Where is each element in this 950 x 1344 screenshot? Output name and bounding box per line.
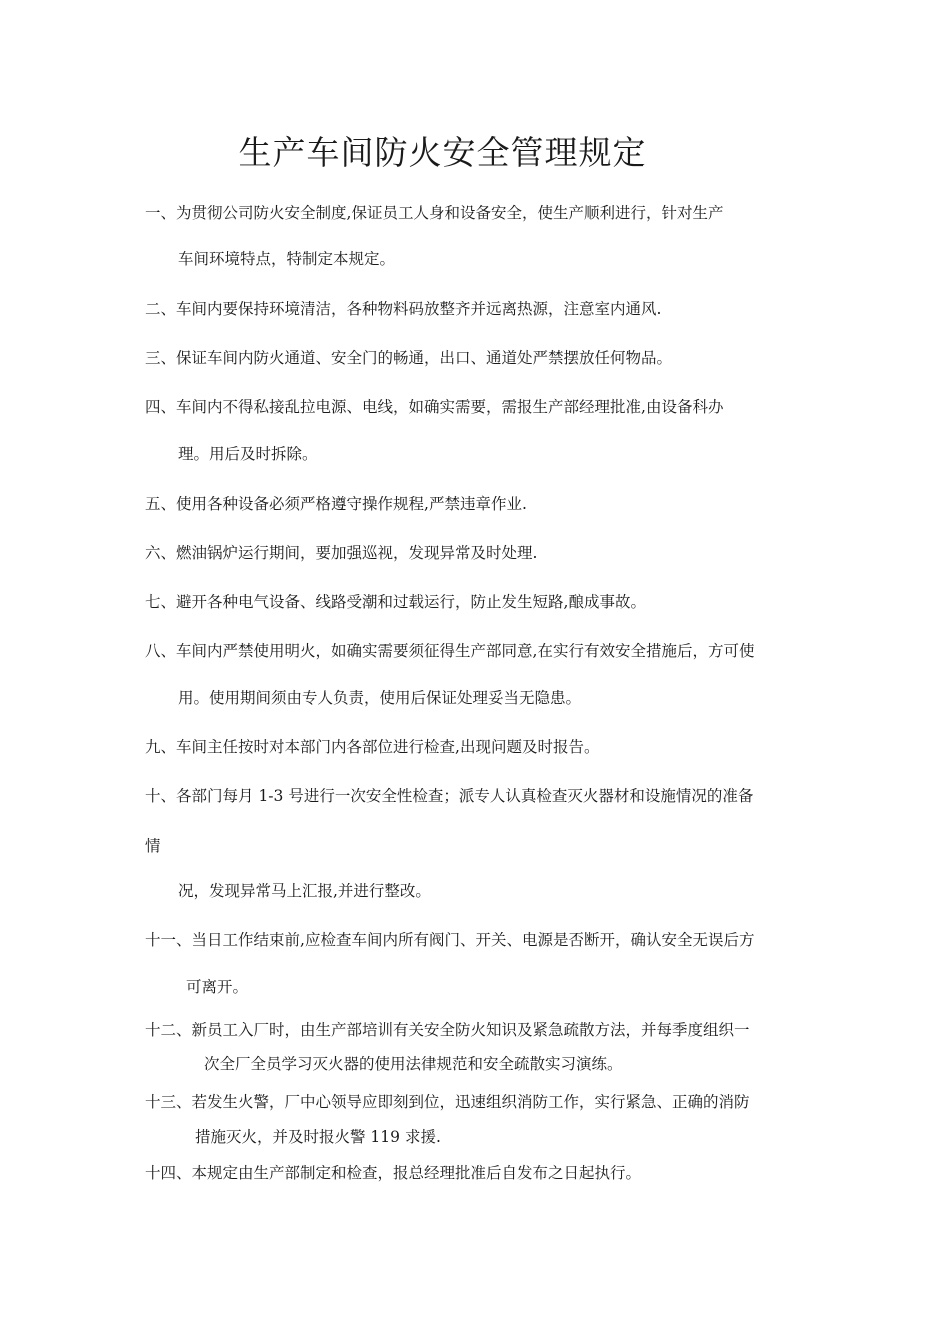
rule-4-line-2: 理。用后及时拆除。 <box>178 445 318 463</box>
rule-6-line-1 <box>145 542 537 564</box>
rule-number: 一、 <box>145 204 177 222</box>
rule-text: 车间内严禁使用明火，如确实需要须征得生产部同意,在实行有效安全措施后，方可使 <box>176 642 755 660</box>
rule-text: 车间内不得私接乱拉电源、电线，如确实需要，需报生产部经理批准,由设备科办 <box>176 398 724 416</box>
rule-text: 为贯彻公司防火安全制度,保证员工人身和设备安全，使生产顺利进行，针对生产 <box>176 204 724 222</box>
rule-number: 二、 <box>145 300 177 318</box>
rule-8-line-2: 用。使用期间须由专人负责，使用后保证处理妥当无隐患。 <box>178 689 582 707</box>
rule-text: 车间主任按时对本部门内各部位进行检查,出现问题及时报告。 <box>176 738 600 756</box>
rule-10-line-3: 况，发现异常马上汇报,并进行整改。 <box>178 882 431 900</box>
rule-text: 若发生火警，厂中心领导应即刻到位，迅速组织消防工作，实行紧急、正确的消防 <box>191 1093 750 1111</box>
rule-9-line-1 <box>145 736 599 758</box>
rule-number: 十二、 <box>145 1021 192 1039</box>
rule-number: 十、 <box>145 787 177 805</box>
rule-11-line-2: 可离开。 <box>186 978 249 996</box>
rule-text: 本规定由生产部制定和检查，报总经理批准后自发布之日起执行。 <box>191 1164 642 1182</box>
rule-number: 五、 <box>145 495 177 513</box>
rule-8-line-1 <box>145 640 754 662</box>
rule-2-line-1 <box>145 298 661 320</box>
rule-number: 八、 <box>145 642 177 660</box>
rule-number: 七、 <box>145 593 177 611</box>
rule-number: 十一、 <box>145 931 192 949</box>
page-title: 生产车间防火安全管理规定 <box>238 133 647 172</box>
rule-text: 各部门每月 1-3 号进行一次安全性检查；派专人认真检查灭火器材和设施情况的准备 <box>176 787 754 805</box>
rule-number: 十四、 <box>145 1164 192 1182</box>
rule-13-line-1 <box>145 1091 750 1113</box>
rule-12-line-2: 次全厂全员学习灭火器的使用法律规范和安全疏散实习演练。 <box>204 1055 623 1073</box>
rule-text: 使用各种设备必须严格遵守操作规程,严禁违章作业. <box>176 495 527 513</box>
rule-text: 当日工作结束前,应检查车间内所有阀门、开关、电源是否断开，确认安全无误后方 <box>191 931 755 949</box>
rule-number: 九、 <box>145 738 177 756</box>
rule-1-line-1 <box>145 202 723 224</box>
rule-number: 十三、 <box>145 1093 192 1111</box>
rule-12-line-1 <box>145 1019 750 1041</box>
rule-7-line-1 <box>145 591 646 613</box>
rule-10-line-2: 情 <box>145 837 161 855</box>
rule-number: 三、 <box>145 349 177 367</box>
rule-number: 四、 <box>145 398 177 416</box>
rule-text: 车间内要保持环境清洁，各种物料码放整齐并远离热源，注意室内通风. <box>176 300 662 318</box>
rule-number: 六、 <box>145 544 177 562</box>
rule-text: 燃油锅炉运行期间，要加强巡视，发现异常及时处理. <box>176 544 538 562</box>
rule-13-line-2: 措施灭火，并及时报火警 119 求援. <box>195 1128 441 1146</box>
rule-3-line-1 <box>145 347 672 369</box>
rule-text: 新员工入厂时，由生产部培训有关安全防火知识及紧急疏散方法，并每季度组织一 <box>191 1021 750 1039</box>
rule-4-line-1 <box>145 396 723 418</box>
rule-14-line-1 <box>145 1162 641 1184</box>
rule-10-line-1 <box>145 785 753 807</box>
rule-11-line-1 <box>145 929 754 951</box>
rule-1-line-2: 车间环境特点，特制定本规定。 <box>178 250 396 268</box>
rule-text: 保证车间内防火通道、安全门的畅通，出口、通道处严禁摆放任何物品。 <box>176 349 673 367</box>
rule-5-line-1 <box>145 493 527 515</box>
rule-text: 避开各种电气设备、线路受潮和过载运行，防止发生短路,酿成事故。 <box>176 593 646 611</box>
